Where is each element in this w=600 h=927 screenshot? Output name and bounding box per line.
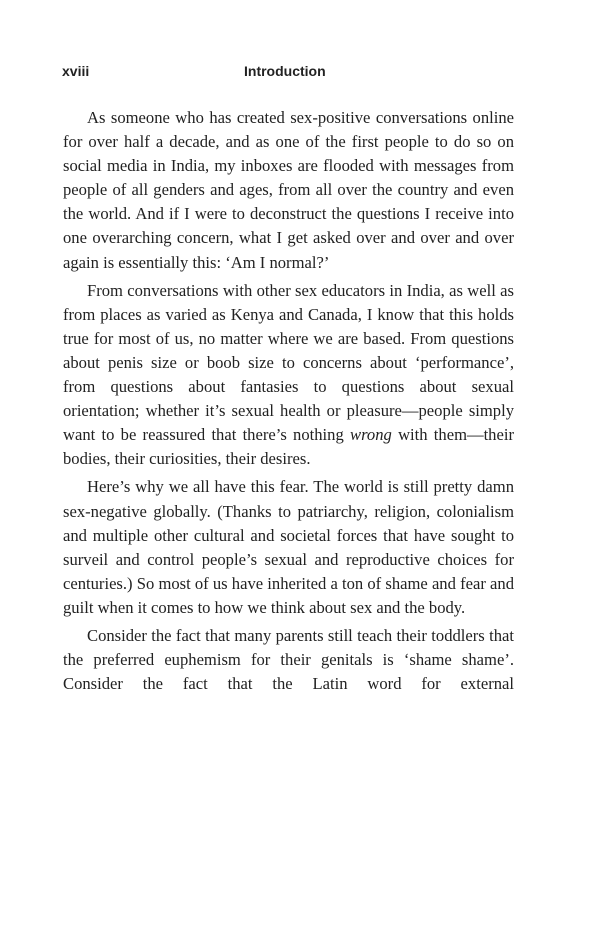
- running-head: [62, 63, 542, 85]
- paragraph: Here’s why we all have this fear. The world is still pretty damn sex-negative globally. (Thanks to patriarchy, religion, colonialism and multiple other cultural and societal forces that have sought to surveil and control people’s sexual and reproductive choices for centuries.) So most of us have inherited a ton of shame and fear and guilt when it comes to how we think about sex and the body.: [63, 477, 514, 617]
- emphasis-word: wrong: [350, 425, 392, 445]
- paragraph-text: From conversations with other sex educators in India, as well as from places as varied as Kenya and Canada, I know that this holds true for most of us, no matter where we are based. From questions about penis size or boob size to concerns about ‘performance’, from questions about fantasies to questions about sexual orientation; whether it’s sexual health or pleasure—people simply want to be reassured that there’s nothing: [63, 280, 514, 445]
- paragraph: [63, 279, 514, 472]
- body-text: [63, 106, 514, 700]
- paragraph-text-continued: with them—their bodies, their curiosities, their desires.: [63, 425, 514, 469]
- chapter-title: Introduction: [244, 63, 326, 79]
- page-number: xviii: [62, 63, 90, 79]
- paragraph: As someone who has created sex-positive conversations online for over half a decade, and as one of the first people to do so on social media in India, my inboxes are flooded with messages from people of all genders and ages, from all over the country and even the world. And if I were to deconstruct the questions I receive into one overarching concern, what I get asked over and over and over again is essentially this: ‘Am I normal?’: [63, 108, 514, 272]
- paragraph: Consider the fact that many parents still teach their toddlers that the preferred euphemism for their genitals is ‘shame shame’. Consider the fact that the Latin word for external: [63, 625, 514, 694]
